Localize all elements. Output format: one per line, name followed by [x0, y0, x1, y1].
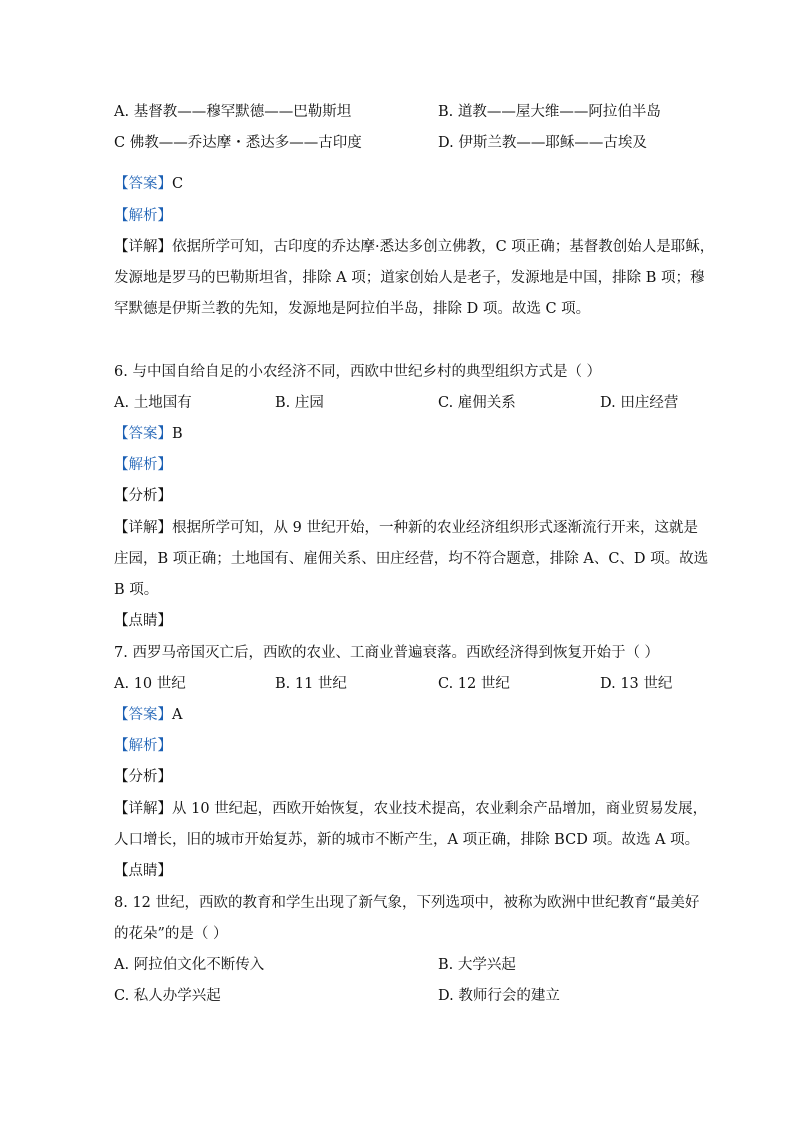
- q7-option-d: D. 13 世纪: [600, 676, 673, 692]
- answer-tag: 【答案】: [114, 426, 172, 442]
- q7-fenxi-tag: 【分析】: [114, 769, 172, 785]
- q8-option-b: B. 大学兴起: [438, 957, 516, 973]
- q8-option-c: C. 私人办学兴起: [114, 988, 221, 1004]
- q6-detail-line-3: B 项。: [114, 582, 159, 598]
- q6-answer: [114, 424, 183, 444]
- q6-option-d: D. 田庄经营: [600, 395, 679, 411]
- q6-stem: 6. 与中国自给自足的小农经济不同，西欧中世纪乡村的典型组织方式是（ ）: [114, 364, 602, 380]
- detail-text: 从 10 世纪起，西欧开始恢复，农业技术提高，农业剩余产品增加，商业贸易发展，: [172, 801, 708, 817]
- detail-text: 依据所学可知，古印度的乔达摩·悉达多创立佛教，C 项正确；基督教创始人是耶稣，: [172, 239, 715, 255]
- q5-analysis-tag: 【解析】: [114, 208, 172, 224]
- q5-option-a: A. 基督教——穆罕默德——巴勒斯坦: [114, 104, 352, 120]
- q6-option-a: A. 土地国有: [114, 395, 192, 411]
- q6-detail-line-1: [114, 518, 698, 538]
- answer-value: A: [172, 707, 183, 723]
- q5-detail-line-3: 罕默德是伊斯兰教的先知，发源地是阿拉伯半岛，排除 D 项。故选 C 项。: [114, 301, 591, 317]
- q7-detail-line-1: [114, 799, 707, 819]
- q7-analysis-tag: 【解析】: [114, 738, 172, 754]
- answer-tag: 【答案】: [114, 707, 172, 723]
- q5-option-b: B. 道教——屋大维——阿拉伯半岛: [438, 104, 661, 120]
- q7-detail-line-2: 人口增长，旧的城市开始复苏，新的城市不断产生，A 项正确，排除 BCD 项。故选 A 项。: [114, 832, 700, 848]
- q5-option-d: D. 伊斯兰教——耶稣——古埃及: [438, 135, 647, 151]
- q8-stem-line-1: 8. 12 世纪，西欧的教育和学生出现了新气象，下列选项中，被称为欧洲中世纪教育“最美好: [114, 895, 700, 911]
- detail-text: 根据所学可知，从 9 世纪开始，一种新的农业经济组织形式逐渐流行开来，这就是: [172, 520, 698, 536]
- detail-tag: 【详解】: [114, 520, 172, 536]
- q8-stem-line-2: 的花朵”的是（ ）: [114, 926, 228, 942]
- q6-detail-line-2: 庄园，B 项正确；土地国有、雇佣关系、田庄经营，均不符合题意，排除 A、C、D 项。故选: [114, 551, 709, 567]
- q7-answer: [114, 705, 182, 725]
- q5-option-c: C 佛教——乔达摩・悉达多——古印度: [114, 135, 362, 151]
- q5-detail-line-2: 发源地是罗马的巴勒斯坦省，排除 A 项；道家创始人是老子，发源地是中国，排除 B 项；穆: [114, 270, 705, 286]
- q6-analysis-tag: 【解析】: [114, 457, 172, 473]
- q7-option-b: B. 11 世纪: [275, 676, 347, 692]
- q5-detail-line-1: [114, 237, 714, 257]
- q5-answer: [114, 174, 183, 194]
- answer-value: B: [172, 426, 183, 442]
- detail-tag: 【详解】: [114, 801, 172, 817]
- q7-option-a: A. 10 世纪: [114, 676, 186, 692]
- q6-fenxi-tag: 【分析】: [114, 488, 172, 504]
- q7-dianjing-tag: 【点睛】: [114, 863, 172, 879]
- q6-option-c: C. 雇佣关系: [438, 395, 516, 411]
- q6-dianjing-tag: 【点睛】: [114, 613, 172, 629]
- q7-option-c: C. 12 世纪: [438, 676, 510, 692]
- answer-value: C: [172, 176, 184, 192]
- detail-tag: 【详解】: [114, 239, 172, 255]
- q8-option-d: D. 教师行会的建立: [438, 988, 560, 1004]
- q8-option-a: A. 阿拉伯文化不断传入: [114, 957, 265, 973]
- answer-tag: 【答案】: [114, 176, 172, 192]
- q6-option-b: B. 庄园: [275, 395, 324, 411]
- q7-stem: 7. 西罗马帝国灭亡后，西欧的农业、工商业普遍衰落。西欧经济得到恢复开始于（ ）: [114, 645, 660, 661]
